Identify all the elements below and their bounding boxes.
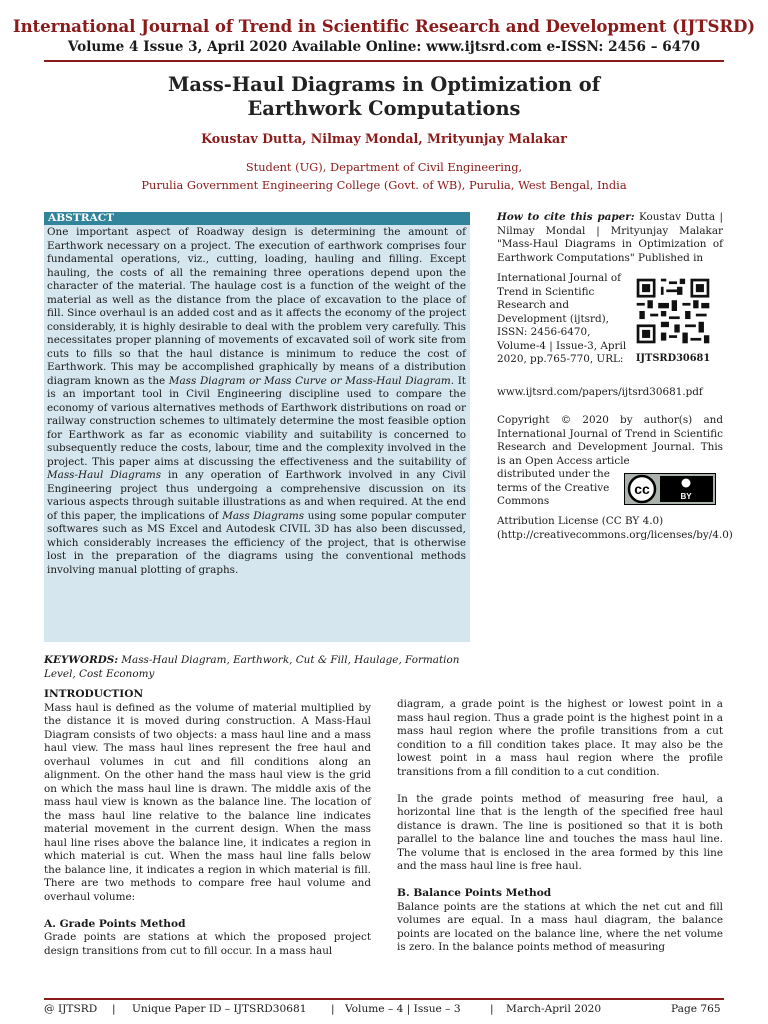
journal-title: International Journal of Trend in Scientific Research and Development (IJTSRD): [12, 16, 756, 36]
keywords: [44, 654, 470, 681]
grade-points-heading: A. Grade Points Method: [44, 917, 186, 930]
abstract-part1: One important aspect of Roadway design is determining the amount of Earthwork necessary on a project. The execution of earthwork comprises four fundamental operations, viz., cutting, loading, hauling and filling. Except hauling, the costs of all the remaining three operations depend upon the character of the material. The haulage cost is a function of the weight of the material as well as the distance from the place of excavation to the place of fill. Since overhaul is an added cost and as it affects the economy of the project considerably, it is highly desirable to deal with the problem very carefully. This necessitates proper planning of movements of excavated soil of work site from cuts to fills so that the haul distance is minimum to reduce the cost of Earthwork. This may be accomplished graphically by means of a distribution diagram known as the: [47, 226, 466, 387]
footer-rule: [44, 998, 724, 1000]
copyright: Copyright © 2020 by author(s) and International Journal of Trend in Scientific Research and Development Journal. This is an Open Access article: [497, 414, 723, 467]
citation-url[interactable]: www.ijtsrd.com/papers/ijtsrd30681.pdf: [497, 386, 703, 398]
citation-text: Koustav Dutta | Nilmay Mondal | Mrityunjay Malakar "Mass-Haul Diagrams in Optimization of Earthwork Computations" Published in: [497, 211, 723, 264]
footer-sep-3: |: [490, 1003, 494, 1015]
free-haul-paragraph: In the grade points method of measuring free haul, a horizontal line that is the length of the specified free haul distance is drawn. The line is positioned so that it is both parallel to the balance line and touches the mass haul line. The volume that is enclosed in the area formed by this line and the mass haul line is free haul.: [397, 792, 723, 872]
affiliation-line2: Purulia Government Engineering College (Govt. of WB), Purulia, West Bengal, India: [141, 178, 627, 192]
citation: [497, 211, 723, 265]
cc-badge-text: cc: [634, 481, 650, 497]
copyright-body: distributed under the terms of the Creative Commons: [497, 468, 610, 507]
abstract-heading: ABSTRACT: [44, 212, 470, 225]
cc-by-license-icon: [624, 473, 716, 505]
footer-date: March-April 2020: [506, 1003, 602, 1015]
abstract-italic3: Mass Diagrams: [222, 509, 305, 522]
abstract-part2: . It is an important tool in Civil Engineering discipline used to compare the economy of various alternatives methods of Earthwork distributions on road or railway construction schemes to ultimately determine the most feasible option for Earthwork as far as economic viability and suitability is concerned to subsequently reduce the costs, labour, time and the complexity involved in the project. This paper aims at discussing the effectiveness and the suitability of: [47, 374, 466, 468]
abstract-italic1: Mass Diagram or Mass Curve or Mass-Haul Diagram: [168, 374, 451, 387]
affiliation: [0, 158, 768, 194]
abstract-italic2: Mass-Haul Diagrams: [47, 469, 162, 481]
paper-title: [0, 73, 768, 121]
grade-points-paragraph: Grade points are stations at which the proposed project design transitions from cut to fill occur. In a mass haul: [44, 931, 371, 957]
abstract-part4: using some popular computer softwares such as MS Excel and Autodesk CIVIL 3D has also been discussed, which considerably increases the efficiency of the project, that is otherwise lost in the preparation of the diagrams using the conventional methods involving manual plotting of graphs.: [47, 509, 466, 576]
citation-body: International Journal of Trend in Scientific Research and Development (ijtsrd), ISSN: 2456-6470, Volume-4 | Issue-3, April 2020, pp.765-770, URL:: [497, 272, 627, 365]
footer-volume: Volume – 4 | Issue – 3: [345, 1003, 461, 1015]
copyright-tail: Attribution License (CC BY 4.0) (http://creativecommons.org/licenses/by/4.0): [497, 515, 733, 541]
intro-heading: INTRODUCTION: [44, 688, 144, 700]
keywords-text: Mass-Haul Diagram, Earthwork, Cut & Fill, Haulage, Formation Level, Cost Economy: [44, 654, 460, 680]
balance-points-heading: B. Balance Points Method: [397, 887, 552, 899]
footer-page: Page 765: [671, 1003, 721, 1015]
footer-site: @ IJTSRD: [44, 1003, 98, 1015]
affiliation-line1: Student (UG), Department of Civil Engineering,: [245, 160, 523, 174]
abstract-text: [47, 226, 466, 577]
footer-paper-id: Unique Paper ID – IJTSRD30681: [132, 1003, 307, 1015]
footer-sep-2: |: [331, 1003, 335, 1015]
qr-code-icon: [634, 276, 712, 346]
by-badge-text: BY: [680, 492, 692, 501]
authors: Koustav Dutta, Nilmay Mondal, Mrityunjay Malakar: [201, 131, 567, 146]
right-column: [397, 698, 723, 955]
journal-volume-line: Volume 4 Issue 3, April 2020 Available Online: www.ijtsrd.com e-ISSN: 2456 – 6470: [67, 39, 701, 55]
header-rule: [44, 60, 724, 62]
grade-points-continued: diagram, a grade point is the highest or lowest point in a mass haul region. Thus a grade point is the highest point in a mass haul region where the profile transitions from a cut condition to a fill condition takes place. It may also be the lowest point in a mass haul region where the profile transitions from a fill condition to a cut condition.: [397, 698, 723, 778]
footer-sep-1: |: [112, 1003, 116, 1015]
qr-label: IJTSRD30681: [635, 353, 711, 364]
paper-title-line2: Earthwork Computations: [247, 97, 521, 120]
citation-label: How to cite this paper:: [497, 211, 635, 223]
left-column: [44, 688, 371, 958]
paper-title-line1: Mass-Haul Diagrams in Optimization of: [167, 73, 601, 96]
keywords-label: KEYWORDS:: [44, 654, 119, 666]
abstract-part3: in any operation of Earthwork involved in any Civil Engineering project thus undergoing a comprehensive discussion on its various aspects through suitable illustrations as and when required. At the end of this paper, the implications of: [47, 469, 466, 522]
intro-paragraph-1: Mass haul is defined as the volume of material multiplied by the distance it is moved during construction. A Mass-Haul Diagram consists of two objects: a mass haul line and a mass haul view. The mass haul lines represent the free haul and overhaul volumes in cut and fill conditions along an alignment. On the other hand the mass haul view is the grid on which the mass haul line is drawn. The middle axis of the mass haul view is known as the balance line. The location of the mass haul line relative to the balance line indicates material movement in the current design. When the mass haul line rises above the balance line, it indicates a region in which material is cut. When the mass haul line falls below the balance line, it indicates a region in which material is fill. There are two methods to compare free haul volume and overhaul volume:: [44, 701, 371, 903]
balance-points-paragraph: Balance points are the stations at which the net cut and fill volumes are equal. In a mass haul diagram, the balance points are located on the balance line, where the net volume is zero. In the balance points method of measuring: [397, 900, 723, 953]
